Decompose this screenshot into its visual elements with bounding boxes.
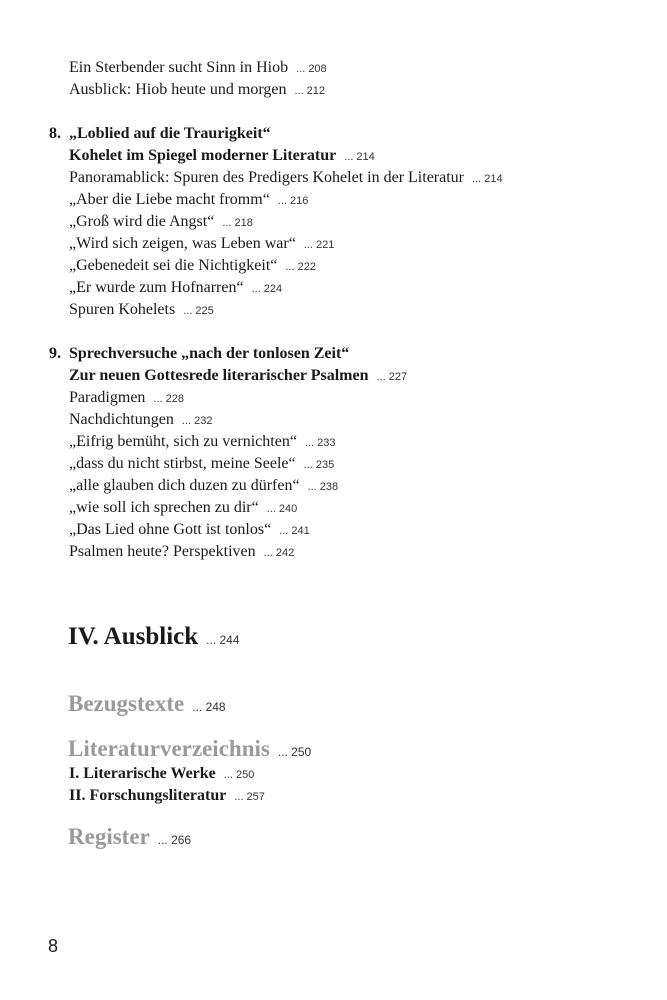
toc-page-number: ... 216 bbox=[277, 195, 309, 207]
toc-entry bbox=[69, 454, 334, 475]
toc-page-number: ... 241 bbox=[279, 525, 310, 537]
chapter-title: Sprechversuche „nach der tonlosen Zeit“ bbox=[69, 345, 350, 362]
toc-page-number: ... 228 bbox=[153, 393, 184, 405]
toc-page-number: ... 250 bbox=[277, 745, 312, 759]
toc-entry bbox=[69, 542, 294, 563]
chapter-subtitle bbox=[69, 366, 407, 387]
toc-entry-title: „Er wurde zum Hofnarren“ bbox=[69, 279, 244, 296]
toc-page-number: ... 266 bbox=[157, 833, 192, 847]
toc-page-number: ... 221 bbox=[303, 239, 335, 251]
toc-entry-title: „alle glauben dich duzen zu dürfen“ bbox=[69, 477, 300, 494]
toc-entry-title: Panoramablick: Spuren des Predigers Kohelet in der Literatur bbox=[69, 169, 464, 186]
toc-entry-title: Paradigmen bbox=[69, 389, 146, 406]
toc-entry-title: „Das Lied ohne Gott ist tonlos“ bbox=[69, 521, 272, 538]
toc-entry-title: Ein Sterbender sucht Sinn in Hiob bbox=[69, 59, 289, 76]
toc-entry-title: „Aber die Liebe macht fromm“ bbox=[69, 191, 270, 208]
toc-page-number: ... 248 bbox=[192, 700, 226, 714]
toc-entry-title: Nachdichtungen bbox=[69, 411, 174, 428]
appendix-heading bbox=[68, 823, 191, 854]
toc-entry bbox=[69, 58, 327, 79]
toc-entry bbox=[69, 476, 338, 497]
appendix-heading bbox=[68, 690, 226, 721]
toc-page-number: ... 214 bbox=[344, 151, 375, 163]
toc-page-number: ... 224 bbox=[251, 283, 283, 295]
toc-entry-title: Spuren Kohelets bbox=[69, 301, 176, 318]
chapter-subtitle-text: Kohelet im Spiegel moderner Literatur bbox=[69, 147, 337, 164]
part-heading-title: IV. Ausblick bbox=[68, 623, 199, 650]
toc-entry bbox=[69, 498, 297, 519]
toc-entry bbox=[69, 388, 184, 409]
toc-page-number: ... 235 bbox=[303, 459, 335, 471]
toc-page-number: ... 227 bbox=[376, 371, 408, 383]
chapter-subtitle bbox=[69, 146, 375, 167]
toc-entry bbox=[69, 168, 503, 189]
toc-page-number: ... 238 bbox=[307, 481, 339, 493]
toc-entry bbox=[69, 764, 254, 785]
toc-entry bbox=[69, 520, 310, 541]
toc-entry bbox=[69, 786, 265, 807]
toc-entry-title: „Gebenedeit sei die Nichtigkeit“ bbox=[69, 257, 278, 274]
toc-page-number: ... 257 bbox=[234, 791, 265, 803]
toc-page-number: ... 225 bbox=[183, 305, 214, 317]
toc-entry bbox=[69, 256, 316, 277]
toc-entry-title: „Groß wird die Angst“ bbox=[69, 213, 215, 230]
toc-entry bbox=[69, 278, 282, 299]
part-heading bbox=[68, 622, 240, 655]
toc-page-number: ... 214 bbox=[472, 173, 503, 185]
toc-page-number: ... 218 bbox=[222, 217, 253, 229]
toc-entry-title: „dass du nicht stirbst, meine Seele“ bbox=[69, 455, 296, 472]
appendix-heading-title: Bezugstexte bbox=[68, 691, 185, 716]
toc-page-number: ... 242 bbox=[263, 547, 295, 559]
chapter-number: 9. bbox=[49, 345, 61, 362]
toc-entry-title: „Wird sich zeigen, was Leben war“ bbox=[69, 235, 296, 252]
toc-entry-title: „wie soll ich sprechen zu dir“ bbox=[69, 499, 259, 516]
toc-page-number: ... 244 bbox=[206, 633, 240, 647]
toc-entry bbox=[69, 432, 336, 453]
toc-page-number: ... 233 bbox=[304, 437, 336, 449]
chapter-subtitle-text: Zur neuen Gottesrede literarischer Psalmen bbox=[69, 367, 369, 384]
toc-entry-title: I. Literarische Werke bbox=[69, 765, 216, 782]
appendix-heading bbox=[68, 735, 311, 766]
toc-entry bbox=[69, 300, 214, 321]
toc-entry bbox=[69, 190, 308, 211]
toc-page-number: ... 250 bbox=[223, 769, 255, 781]
toc-entry bbox=[69, 212, 253, 233]
toc-page-number: ... 212 bbox=[294, 85, 326, 97]
toc-entry bbox=[69, 80, 325, 101]
chapter-number: 8. bbox=[49, 125, 61, 142]
toc-page-number: ... 240 bbox=[266, 503, 298, 515]
appendix-heading-title: Literaturverzeichnis bbox=[68, 736, 270, 761]
toc-page-number: ... 208 bbox=[296, 63, 327, 75]
toc-page-number: ... 222 bbox=[285, 261, 316, 273]
toc-entry-title: Ausblick: Hiob heute und morgen bbox=[69, 81, 287, 98]
toc-page-number: ... 232 bbox=[181, 415, 213, 427]
page-number: 8 bbox=[48, 936, 59, 956]
toc-entry bbox=[69, 410, 212, 431]
toc-entry-title: Psalmen heute? Perspektiven bbox=[69, 543, 256, 560]
toc-entry bbox=[69, 234, 334, 255]
toc-entry-title: „Eifrig bemüht, sich zu vernichten“ bbox=[69, 433, 297, 450]
toc-entry-title: II. Forschungsliteratur bbox=[69, 787, 227, 804]
chapter-title: „Loblied auf die Traurigkeit“ bbox=[69, 125, 271, 142]
appendix-heading-title: Register bbox=[68, 824, 150, 849]
